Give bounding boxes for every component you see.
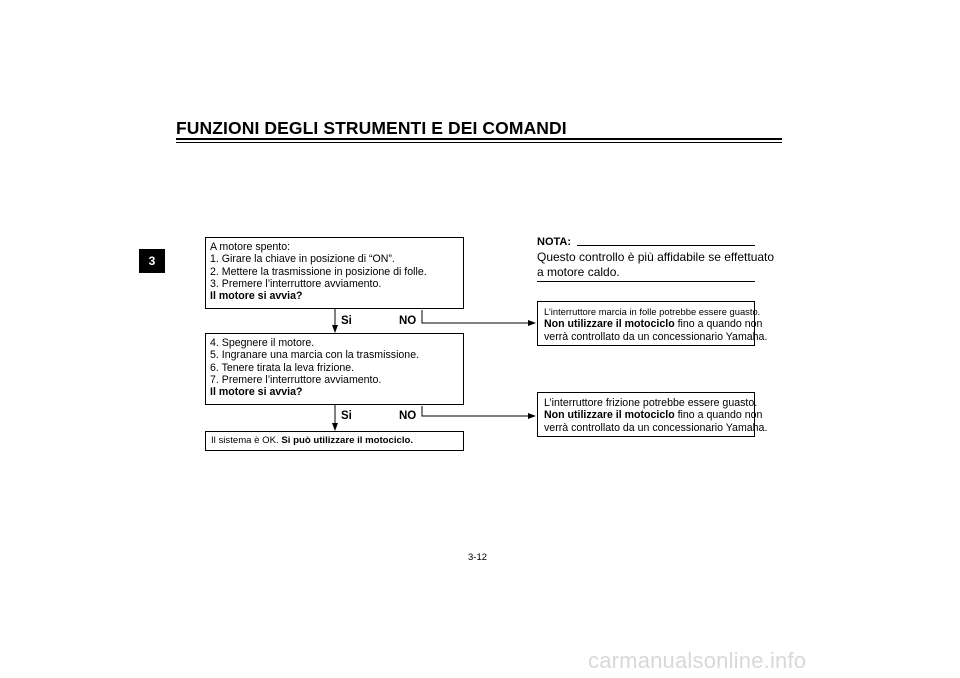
note-rule-bottom xyxy=(537,281,755,282)
step1-line: A motore spento: xyxy=(210,241,291,253)
step1-line: 2. Mettere la trasmissione in posizione di folle. xyxy=(210,265,427,278)
branch2-no-label: NO xyxy=(399,410,417,422)
step2-question: Il motore si avvia? xyxy=(210,386,303,399)
warning1-rest: fino a quando non xyxy=(674,318,763,331)
branch1-no-label: NO xyxy=(399,315,417,327)
warning1-line3: verrà controllato da un concessionario Yamaha. xyxy=(544,330,768,343)
branch1-yes-label: Si xyxy=(341,315,352,327)
warning1-bold: Non utilizzare il motociclo xyxy=(544,318,675,331)
step1-line: 3. Premere l’interruttore avviamento. xyxy=(210,277,382,290)
warning2-line3: verrà controllato da un concessionario Yamaha. xyxy=(544,421,768,434)
step2-line: 6. Tenere tirata la leva frizione. xyxy=(210,361,355,374)
result-bold: Si può utilizzare il motociclo. xyxy=(281,435,414,446)
flow-step-2 xyxy=(205,333,464,405)
note-text xyxy=(537,250,774,279)
connector-no-2 xyxy=(422,406,535,416)
flow-step-1 xyxy=(205,237,464,309)
warning-clutch-switch xyxy=(537,392,768,437)
warning1-line1: L’interruttore marcia in folle potrebbe essere guasto. xyxy=(544,306,761,317)
connector-no-1 xyxy=(422,310,535,323)
branch2-yes-label: Si xyxy=(341,410,352,422)
step1-question: Il motore si avvia? xyxy=(210,290,303,303)
page-number: 3-12 xyxy=(468,552,488,563)
warning2-rest: fino a quando non xyxy=(674,409,763,422)
warning2-bold: Non utilizzare il motociclo xyxy=(544,409,675,422)
flow-result xyxy=(205,431,464,451)
watermark: carmanualsonline.info xyxy=(588,648,807,673)
note-line: Questo controllo è più affidabile se effettuato xyxy=(537,250,775,264)
page-title: FUNZIONI DEGLI STRUMENTI E DEI COMANDI xyxy=(176,118,567,138)
note-rule-top xyxy=(577,245,755,246)
step2-line: 5. Ingranare una marcia con la trasmissione. xyxy=(210,349,420,362)
warning2-line1: L’interruttore frizione potrebbe essere guasto. xyxy=(544,397,758,409)
warning-neutral-switch xyxy=(537,301,768,346)
chapter-tab: 3 xyxy=(139,249,165,273)
step1-line: 1. Girare la chiave in posizione di “ON”. xyxy=(210,253,395,266)
note-label: NOTA: xyxy=(537,236,572,248)
step2-line: 7. Premere l’interruttore avviamento. xyxy=(210,373,382,386)
step2-line: 4. Spegnere il motore. xyxy=(210,337,315,349)
note-line: a motore caldo. xyxy=(537,264,620,279)
result-text: Il sistema è OK. xyxy=(211,435,282,446)
